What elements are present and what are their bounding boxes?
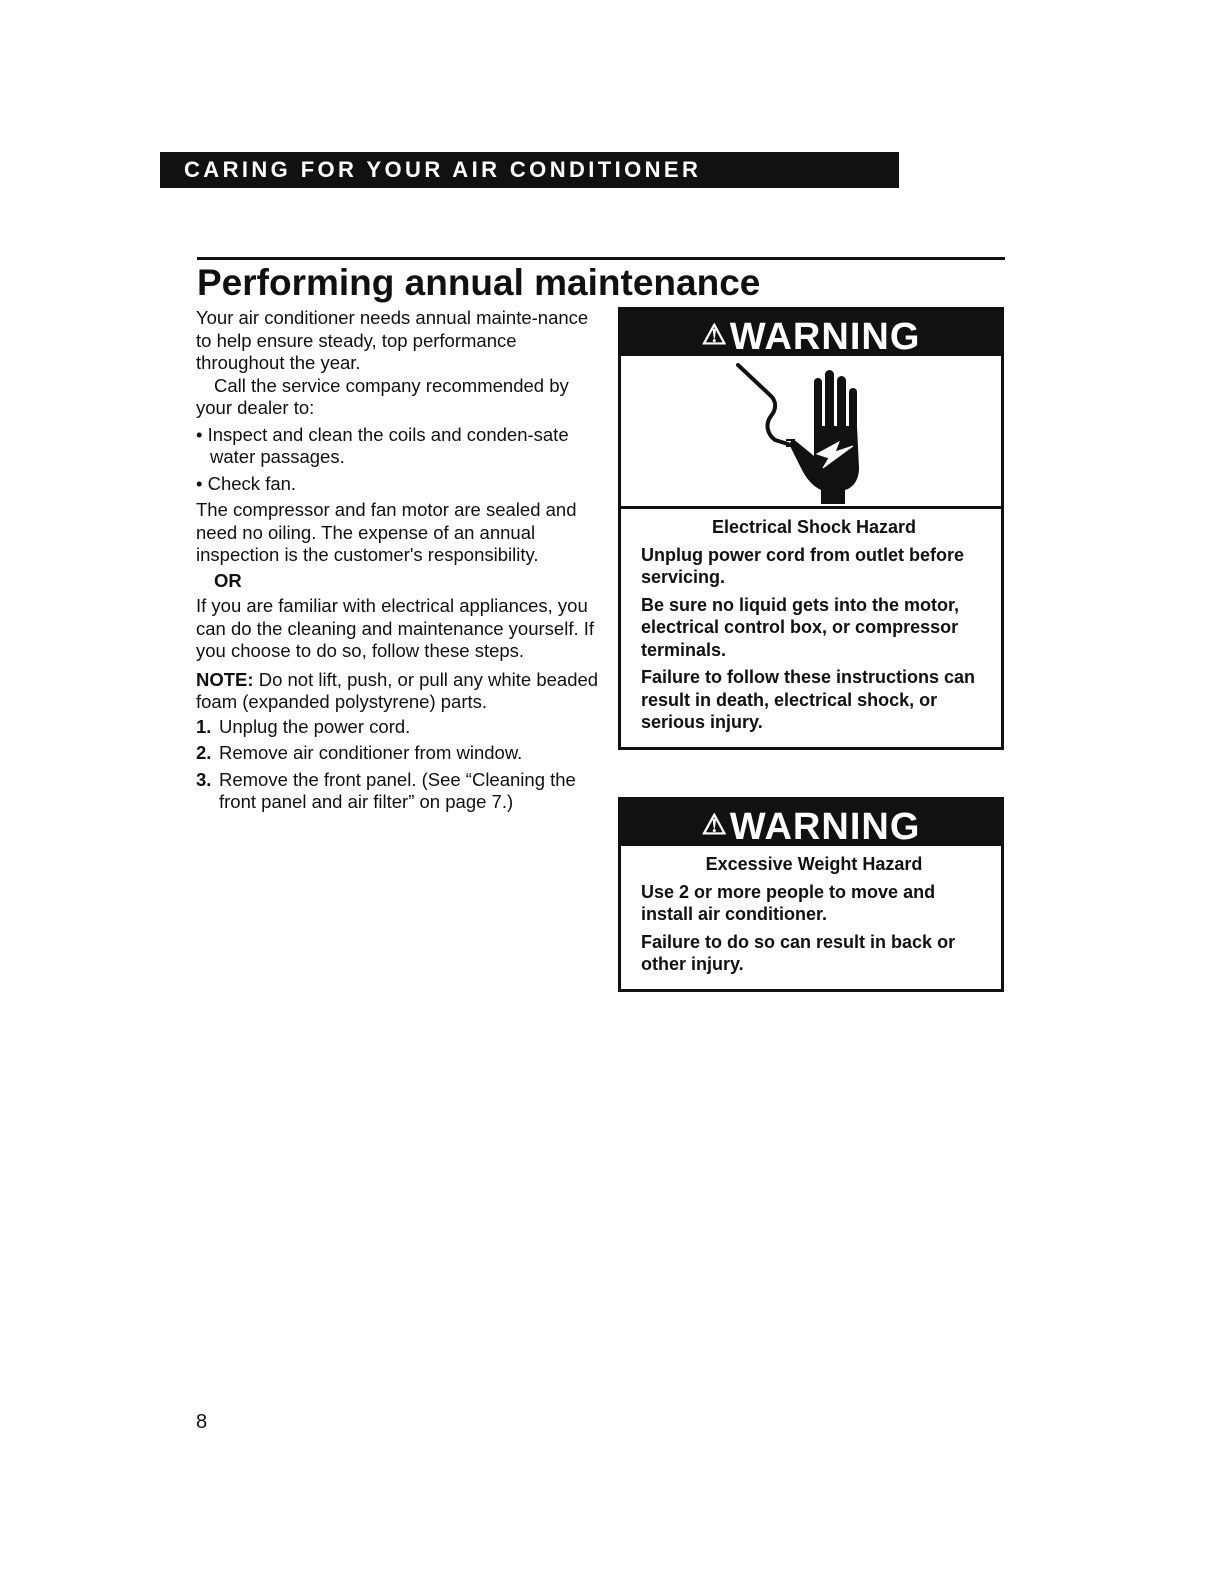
step-number: 2. [196, 742, 212, 763]
title-rule [197, 257, 1005, 260]
step-item [196, 769, 601, 814]
step-number: 1. [196, 715, 212, 737]
electrical-shock-warning-box [618, 307, 1004, 750]
hand-shape [790, 370, 859, 504]
hazard-title: Electrical Shock Hazard [711, 517, 917, 537]
note-label: NOTE: [196, 668, 254, 690]
page-number: 8 [196, 1411, 208, 1433]
warning-line: Use 2 or more people to move and install air conditioner. [641, 881, 936, 924]
power-cord [738, 365, 788, 444]
or-label: OR [214, 569, 242, 591]
intro-paragraph: Your air conditioner needs annual mainte-nance to help ensure steady, top performance throughout the year. [196, 307, 589, 373]
excessive-weight-warning-box [618, 797, 1004, 992]
electrical-shock-hand-icon [621, 356, 1001, 509]
hazard-title: Excessive Weight Hazard [705, 854, 923, 874]
step-text: Unplug the power cord. [219, 715, 411, 737]
maintenance-steps [196, 716, 601, 814]
step-item [196, 716, 601, 739]
warning-line: Failure to do so can result in back or other injury. [641, 931, 956, 974]
list-item: • Inspect and clean the coils and conden-sate water passages. [196, 423, 569, 467]
warning-label: WARNING [729, 806, 921, 848]
step-text: Remove air conditioner from window. [219, 742, 523, 763]
page-title: Performing annual maintenance [197, 262, 761, 303]
warning-line: Be sure no liquid gets into the motor, electrical control box, or compressor terminals. [641, 594, 960, 660]
warning-body [621, 509, 1001, 747]
step-number: 3. [196, 768, 212, 790]
sealed-motor-paragraph: The compressor and fan motor are sealed and need no oiling. The expense of an annual inspection is the customer's responsibility. [196, 499, 577, 565]
note-paragraph [196, 669, 601, 714]
warning-label: WARNING [729, 316, 921, 358]
shock-hand-graphic [621, 356, 1001, 506]
warning-triangle-icon: ⚠ [701, 319, 728, 350]
service-bullet-list [196, 424, 601, 496]
step-text: Remove the front panel. (See “Cleaning the front panel and air filter” on page 7.) [219, 768, 576, 812]
diy-paragraph: If you are familiar with electrical appliances, you can do the cleaning and maintenance yourself. If you choose to do so, follow these steps. [196, 595, 595, 661]
warning-line: Failure to follow these instructions can result in death, electrical shock, or serious injury. [641, 667, 976, 732]
step-item [196, 742, 601, 765]
warning-triangle-icon: ⚠ [701, 809, 728, 840]
warning-line: Unplug power cord from outlet before servicing. [641, 544, 964, 587]
maintenance-text-column [196, 307, 601, 818]
warning-body [621, 846, 1001, 989]
warning-header [621, 310, 1001, 356]
service-paragraph: Call the service company recommended by your dealer to: [196, 374, 569, 418]
note-text: Do not lift, push, or pull any white beaded foam (expanded polystyrene) parts. [196, 668, 599, 712]
section-header-bar: CARING FOR YOUR AIR CONDITIONER [160, 152, 899, 188]
warning-header [621, 800, 1001, 846]
list-item: • Check fan. [196, 472, 297, 494]
